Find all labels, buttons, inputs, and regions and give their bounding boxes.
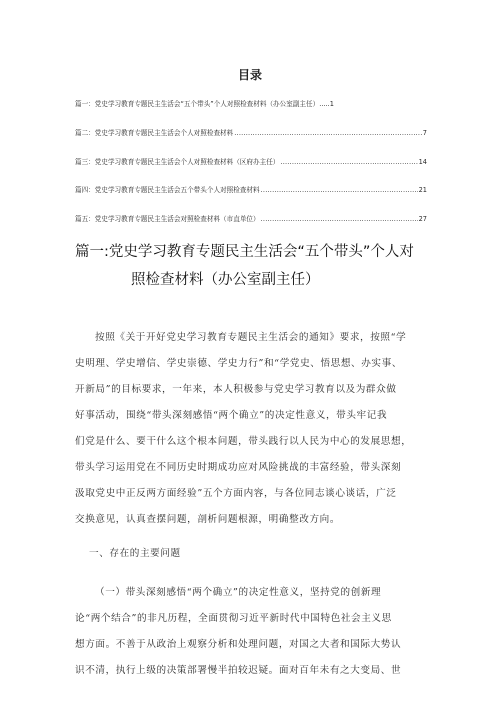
toc-title: 目录 xyxy=(237,68,262,82)
body-line: 史明理、学史增信、学史崇德、学史力行”和“学党史、悟思想、办实事、 xyxy=(75,358,403,369)
body-line: 带头学习运用党在不同历史时期成功应对风险挑战的丰富经验，带头深刻 xyxy=(75,462,402,473)
toc-leader-dots xyxy=(261,215,418,223)
body-line: 交换意见，认真查摆问题，剖析问题根源，明确整改方向。 xyxy=(75,514,341,525)
body-line: （一）带头深刻感悟“两个确立”的决定性意义，坚持党的创新理 xyxy=(95,587,382,598)
toc-entry[interactable] xyxy=(75,125,427,137)
body-line: 好事活动，围绕“带头深刻感悟“两个确立”的决定性意义，带头牢记我 xyxy=(75,410,388,421)
toc-entry-page-number: 27 xyxy=(418,215,427,223)
toc-leader-dots xyxy=(280,158,417,166)
toc-entry-title: 篇一：党史学习教育专题民主生活会“五个带头”个人对照检查材料（办公室副主任） xyxy=(75,100,320,108)
toc-entry-page-number: .....1 xyxy=(319,100,334,108)
body-line: 汲取党史中正反两方面经验”五个方面内容，与各位同志谈心谈话，广泛 xyxy=(75,488,397,499)
article-heading-line-2: 照检查材料（办公室副主任） xyxy=(131,272,320,288)
toc-leader-dots xyxy=(234,129,422,137)
body-line: 们党是什么、要干什么这个根本问题，带头践行以人民为中心的发展思想， xyxy=(75,436,412,447)
toc-entry-page-number: 14 xyxy=(418,158,427,166)
body-line: 识不清，执行上级的决策部署慢半拍较迟疑。面对百年未有之大变局、世 xyxy=(75,665,402,676)
toc-entry-title: 篇五：党史学习教育专题民主生活会对照检查材料（市直单位） xyxy=(75,215,260,223)
toc-entry[interactable] xyxy=(75,96,427,108)
body-line: 按照《关于开好党史学习教育专题民主生活会的通知》要求，按照“学 xyxy=(95,332,407,343)
toc-entry-page-number: 7 xyxy=(422,129,427,137)
toc-entry[interactable] xyxy=(75,154,427,166)
toc-leader-dots xyxy=(261,186,418,194)
body-line: 论“两个结合”的非凡历程，全面贯彻习近平新时代中国特色社会主义思 xyxy=(75,613,392,624)
toc-entry-title: 篇二：党史学习教育专题民主生活会个人对照检查材料 xyxy=(75,129,234,137)
toc-entry[interactable] xyxy=(75,211,427,223)
body-line: 想方面。不善于从政治上观察分析和处理问题，对国之大者和国际大势认 xyxy=(75,639,402,650)
toc-entry[interactable] xyxy=(75,182,427,194)
body-line: 开新局”的目标要求，一年来，本人积极参与党史学习教育以及为群众做 xyxy=(75,384,397,395)
toc-entry-title: 篇三：党史学习教育专题民主生活会个人对照检查材料（区府办主任） xyxy=(75,158,280,166)
article-heading-line-1: 篇一:党史学习教育专题民主生活会“五个带头”个人对 xyxy=(75,244,414,260)
toc-entry-title: 篇四：党史学习教育专题民主生活会五个带头个人对照检查材料 xyxy=(75,186,260,194)
section-heading: 一、存在的主要问题 xyxy=(89,548,181,559)
toc-entry-page-number: 21 xyxy=(418,186,427,194)
